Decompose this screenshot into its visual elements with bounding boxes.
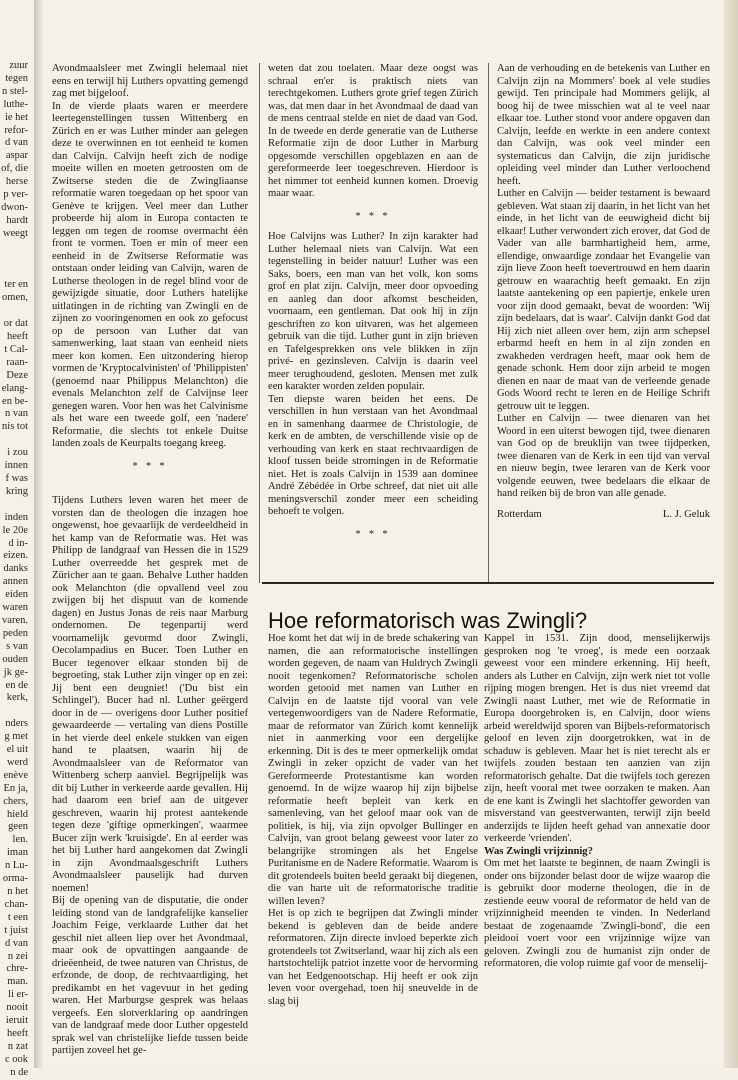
paragraph: weten dat zou toelaten. Maar deze oogst was schraal en'er is praktisch niets van terechtgekomen. Luthers grote grief tegen Zürich was, dat men daar in het Avondmaal de daad van de mens centraal stelde en niet de daad van God. In de tweede en derde generatie van de Lutherse Reformatie zijn de door Luther in Marburg opgesomde verschillen opgeblazen en aan de gereformeerde leer toegeschreven. Hierdoor is het nimmer tot eenheid kunnen komen. Droevig maar waar.	[268, 63, 478, 199]
text-fragment: g met	[4, 731, 28, 743]
paragraph: Het is op zich te begrijpen dat Zwingli minder bekend is gebleven dan de beide andere reformatoren. Zijn directe invloed beperkte zich grotendeels tot Zwitserland, waar hij zich als een hartstochtelijk patriot inzette voor de hervorming van het Eedgenootschap. Hij heeft er ook zijn leven voor overgehad, toen hij sneuvelde in de slag bij	[268, 908, 478, 1007]
paragraph: Avondmaalsleer met Zwingli helemaal niet eens en terwijl hij Luthers opvatting gemengd zag met bijgeloof.	[52, 63, 248, 99]
article1-column-3	[497, 63, 710, 521]
paragraph: Hoe komt het dat wij in de brede schakering van namen, die aan reformatorische instellingen worden gegeven, de naam van Huldrych Zwingli nooit tegenkomen? Reformatorische scholen worden getooid met namen van Luther en Calvijn en de laatste tijd vooral van vele vertegenwoordigers van de Nadere Reformatie, maar de reformator van Zürich komt kennelijk niet in aanmerking voor een dergelijke erkenning. Dit is des te meer opmerkelijk omdat Zwingli in zeker opzicht de vader van het Gereformeerde Protestantisme kan worden genoemd. In de wijze waarop hij zijn bijbelse reformatie heeft bepleit van kerk en samenleving, van het geloof maar ook van de politiek, is hij, via zijn opvolger Bullinger en Calvijn, van groot belang geweest voor later zo belangrijke stromingen als het Engelse Puritanisme en de Nadere Reformatie. Waarom is dit grotendeels buiten beeld geraakt bij diegenen, die van harte uit de reformatorische traditie willen leven?	[268, 633, 478, 907]
text-fragment: ouden	[2, 653, 28, 665]
column-rule	[488, 63, 489, 583]
byline	[497, 509, 710, 522]
text-fragment: dwon-	[1, 201, 28, 213]
text-fragment: f was	[5, 473, 28, 484]
column-rule	[259, 63, 260, 583]
text-fragment	[0, 434, 30, 447]
previous-page-column	[0, 60, 30, 1078]
paragraph: In de vierde plaats waren er meerdere leertegenstellingen tussen Wittenberg en Zürich en er was Luther minder aan gelegen deze te overwinnen en tot eenheid te komen dan Calvijn. Calvijn heeft zich de nodige moeite willen en moeten getroosten om de Zwitserse steden die de Zwingliaanse reformatie waren toegedaan op het spoor van Genève te krijgen. Veel meer dan Luther probeerde hij alom in Europa contacten te leggen om tegen de roomse overmacht één front te vormen. Toen er min of meer een eenheid in de Zwitserse Reformatie was ontstaan onder leiding van Calvijn, waren de Lutherse theologen in de regel blind voor de gewijzigde situatie, door Luthers hatelijke uitlatingen in de richting van Zwingli en de zijnen zo vooringenomen en ook zo gefocust op de persoon van Luther dat van samenwerking, laat staan van eenheid niets meer kon komen. Een uitzondering hierop vormen de 'Kryptocalvinisten' of 'Philippisten' (genoemd naar Philippus Melanchton) die evenals Melanchton zelf de Calvijnse leer genegen waren. Voor hen was het Calvinisme als het ware een tweede golf, een 'nadere' Reformatie, die slechts tot enkele Duitse landen zoals de Keurpalts toegang kreeg.	[52, 100, 248, 449]
text-fragment: raan-	[6, 356, 28, 368]
text-fragment: len.	[12, 834, 28, 846]
text-fragment: chers,	[3, 795, 28, 807]
text-fragment: En ja,	[3, 782, 28, 794]
text-fragment: hield	[7, 808, 28, 820]
text-fragment	[0, 241, 30, 254]
text-fragment: n de	[10, 1066, 28, 1078]
text-fragment: waren	[2, 602, 28, 614]
text-fragment: t juist	[4, 924, 28, 936]
section-divider: * * *	[355, 528, 391, 540]
paragraph: Om met het laatste te beginnen, de naam Zwingli is onder ons bijzonder belast door de wijze waarop die is gebruikt door moderne theologen, die in de zestiende eeuw vooral de reformator de held van de vrijzinnigheid meenden te vinden. In Nederland bestaat de zogenaamde 'Zwingli-bond', die een pleidooi voert voor een vrijzinnige wijze van geloven. Zwingli zou de humanist zijn onder de reformatoren, die volop ruimte gaf voor de menselij-	[484, 858, 710, 969]
text-fragment: en de	[5, 679, 28, 691]
text-fragment: hardt	[6, 214, 28, 226]
paragraph: Luther en Calvijn — twee dienaren van het Woord in een uiterst bewogen tijd, twee dienaren van God op de breuklijn van twee tijdperken, twee dienaren van de Kerk in een tijd van verval en nieuw begin, twee leraren van de Kerk voor volgende eeuwen, twee bedelaars die elkaar de hand reiken bij de bron van alle genade.	[497, 413, 710, 499]
article2-subheading: Was Zwingli vrijzinnig?	[484, 845, 593, 857]
text-fragment: tegen	[5, 72, 28, 84]
article2-column-2	[484, 633, 710, 971]
text-fragment: herse	[5, 176, 28, 188]
text-fragment: kring	[5, 485, 28, 497]
section-divider: * * *	[132, 460, 168, 472]
byline-author: L. J. Geluk	[662, 508, 710, 520]
text-fragment: i zou	[7, 447, 28, 459]
text-fragment: nders	[5, 718, 28, 730]
text-fragment: chre-	[6, 963, 28, 975]
text-fragment: elang-	[1, 382, 28, 394]
text-fragment: p ver-	[3, 189, 28, 201]
text-fragment: t Cal-	[4, 343, 28, 355]
text-fragment: n van	[4, 408, 28, 420]
text-fragment: man.	[7, 976, 28, 988]
text-fragment: ter en	[4, 279, 28, 291]
text-fragment	[0, 705, 30, 718]
text-fragment: luthe-	[3, 98, 28, 110]
text-fragment: s van	[6, 640, 28, 652]
text-fragment: or dat	[3, 318, 28, 330]
text-fragment: aspar	[5, 150, 28, 162]
text-fragment: el uit	[6, 744, 28, 756]
text-fragment: heeft	[7, 331, 28, 343]
text-fragment: inden	[4, 511, 28, 523]
text-fragment: li er-	[8, 989, 28, 1001]
text-fragment: nis tot	[2, 421, 28, 433]
text-fragment: ie het	[4, 111, 28, 123]
text-fragment: orma-	[2, 873, 28, 885]
text-fragment: eizen.	[3, 550, 28, 562]
text-fragment: d in-	[8, 537, 28, 549]
byline-place: Rotterdam	[497, 508, 542, 520]
page-edge	[724, 0, 738, 1068]
paragraph: Aan de verhouding en de betekenis van Luther en Calvijn zijn na Mommers' boek al vele studies gewijd. Ten principale had Mommers gelijk, al boog hij de twee misschien wat al te veel naar elkaar toe. Luther stond voor andere opgaven dan Calvijn, leefde en werkte in een andere context dan Calvijn, was ook veel minder een systematicus dan Calvijn, die zijn juridische opleiding veel minder dan Luther verloochend heeft.	[497, 63, 710, 187]
text-fragment: annen	[2, 576, 28, 588]
text-fragment	[0, 305, 30, 318]
paragraph: Kappel in 1531. Zijn dood, menselijkerwijs gesproken nog 'te vroeg', is mede een oorzaak geweest voor een mindere erkenning. Hij heeft, anders als Luther en Calvijn, zijn werk niet tot volle rijping mogen brengen. Het is dus niet vreemd dat Zwingli naast Luther, met wie de Reformatie in Europa doorgebroken is, en Calvijn, door wiens arbeid wereldwijd sporen van Bijbels-reformatorisch geloof en leven zijn doorgetrokken, wat in de schaduw is gebleven. Maar het is niet terecht als er twijfels zouden bestaan ten aanzien van zijn reformatorisch gehalte. Dat die twijfels toch gerezen zijn, heeft vooral met twee oorzaken te maken. Aan de ene kant is Zwingli het slachtoffer geworden van misverstand van geestverwanten, terwijl zijn beeld anderzijds te lijden heeft gehad van annexatie door verkeerde 'vrienden'.	[484, 633, 710, 844]
text-fragment: kerk,	[6, 692, 28, 704]
text-fragment: eiden	[5, 589, 28, 601]
text-fragment: ieruit	[5, 1015, 28, 1027]
text-fragment: n zat	[7, 1040, 28, 1052]
article-separator	[262, 582, 714, 584]
text-fragment: d van	[4, 937, 28, 949]
text-fragment: n het	[7, 886, 28, 897]
article1-column-2	[268, 63, 478, 549]
binding-shadow	[34, 0, 44, 1068]
text-fragment: heeft	[7, 1027, 28, 1039]
paragraph: Tijdens Luthers leven waren het meer de vorsten dan de theologen die inzagen hoe ongewenst, hoe gevaarlijk de verdeeldheid in het kamp van de Reformatie was. Het was Philipp de landgraaf van Hessen die in 1529 Luther overreedde het gesprek met de Züricher aan te gaan. Behalve Luther hadden ook Melanchton (die opvallend veel zou zwijgen bij het dispuut van de komende dagen) en Justus Jonas de reis naar Marburg ondernomen. De tegenpartij werd voornamelijk gevormd door Zwingli, Oecolampadius en Bucer. Toen Luther en Bucer tegenover elkaar stonden bij de begroeting, stak Luther zijn vinger op en zei: Jij bent een deugniet! ('Du bist ein Schlingel'). Bucer had nl. Luther geërgerd door in de — overigens door Luther positief gewaardeerde — vertaling van diens Postille in het vierde deel enkele stukken van eigen hand te plaatsen, waarin hij de Avondmaalsleer van de Reformator van Wittenberg scherp aanviel. Begrijpelijk was dit bij Luther in verkeerde aarde gevallen. Hij had daarom een brief aan de uitgever geschreven, waarin hij protest aantekende tegen deze 'giftige opmerkingen', waarmee Bucer zijn werk 'kruisigde'. En al eerder was het bij Luther hard aangekomen dat Zwingli in zijn Avondmaalsgeschrift Luthers Avondmaalsleer pauselijk had durven noemen!	[52, 495, 248, 894]
text-fragment: innen	[4, 460, 28, 472]
text-fragment: Deze	[6, 369, 28, 381]
text-fragment: werd	[7, 756, 28, 768]
article2-headline: Hoe reformatorisch was Zwingli?	[268, 608, 588, 633]
text-fragment: zuur	[9, 60, 28, 71]
text-fragment: le 20e	[2, 524, 28, 536]
text-fragment: jk ge-	[3, 666, 28, 678]
text-fragment: n zei	[7, 950, 28, 962]
text-fragment: peden	[2, 627, 28, 639]
text-fragment: omen,	[2, 292, 28, 304]
text-fragment	[0, 499, 30, 512]
paragraph: Luther en Calvijn — beider testament is bewaard gebleven. Wat staan zij daarin, in het licht van het einde, in het licht van de eeuwigheid dicht bij elkaar! Luther verwondert zich erover, dat God de Vader van alle barmhartigheid hem, arme, ellendige, onwaardige zondaar het Evangelie van zijn lieve Zoon heeft toevertrouwd en hem daarin getrouw en waarachtig heeft gemaakt. En zijn laatste aantekening op een papiertje, enkele uren voor zijn dood gemaakt, bevat de woorden: 'Wij zijn bedelaars, dat is waar'. Calvijn dankt God dat Hij zich niet alleen over hem, zijn arm schepsel erbarmd heeft en hem in al zijn zonden en zwakheden verdragen heeft, maar ook hem de genade schonk. Hem door zijn arbeid te mogen dienen en naar de maat van de verleende genade Gods Woord recht te leren en de Heilige Schrift getrouw uit te leggen.	[497, 188, 710, 412]
text-fragment: en be-	[2, 395, 28, 407]
text-fragment	[0, 267, 30, 280]
text-fragment: enève	[3, 769, 28, 781]
text-fragment: nooit	[6, 1002, 28, 1014]
text-fragment: n stel-	[2, 85, 28, 97]
text-fragment: d van	[4, 137, 28, 149]
text-fragment	[0, 254, 30, 267]
article2-column-1	[268, 633, 478, 1008]
paragraph: Bij de opening van de disputatie, die onder leiding stond van de landgrafelijke kanselier Joachim Feige, verklaarde Luther dat het geschil niet alleen liep over het Avondmaal, maar ook de opvattingen aangaande de drieëenheid, de twee naturen van Christus, de erfzonde, de doop, de rechtvaardiging, het predikambt en het vagevuur in het geding waren. Het Marburgse gesprek was helaas vergeefs. Een slotverklaring op aandringen van de landgraaf mede door Luther opgesteld sprak wel van christelijke liefde tussen beide partijen zoveel het ge-	[52, 895, 248, 1056]
paragraph: Hoe Calvijns was Luther? In zijn karakter had Luther helemaal niets van Calvijn. Wat een tegenstelling in beider natuur! Luther was een Saks, boers, een man van het volk, kon soms grof en plat zijn. Calvijn, meer door opvoeding en aanleg dan door afkomst bescheiden, voornaam, een gentleman. Dat ook hij in zijn geschriften zo kon uitvaren, was het algemeen gebruik van die tijd. Luther gunt in zijn brieven en Tafelgesprekken ons vele blikken in zijn privé- en gezinsleven. Calvijn is daarin veel meer terughoudend, gesloten. Mensen met zulk een karakter worden zelden populair.	[268, 231, 478, 392]
text-fragment: danks	[3, 563, 28, 575]
text-fragment: varen.	[2, 614, 28, 626]
text-fragment: geen	[8, 821, 28, 833]
text-fragment: refor-	[4, 124, 28, 136]
text-fragment: weegt	[2, 227, 28, 239]
text-fragment: of, die	[1, 163, 28, 175]
text-fragment: c ook	[4, 1053, 28, 1065]
paragraph: Ten diepste waren beiden het eens. De verschillen in hun verstaan van het Avondmaal en in samenhang daarmee de Christologie, de kerk en de ambten, de verschillende visie op de verhouding van kerk en staat rechtvaardigen de kloof tussen beide stromingen in de Reformatie niet. Het is zoals Calvijn in 1539 aan dominee André Zébédée in Orbe schreef, dat niet uit alle meningsverschil zonder meer een scheiding behoeft te volgen.	[268, 393, 478, 517]
text-fragment: t een	[7, 911, 28, 923]
article1-column-1	[52, 63, 248, 1058]
text-fragment: iman	[7, 847, 28, 859]
section-divider: * * *	[355, 210, 391, 222]
text-fragment: n Lu-	[4, 860, 28, 872]
text-fragment: chan-	[4, 898, 28, 910]
